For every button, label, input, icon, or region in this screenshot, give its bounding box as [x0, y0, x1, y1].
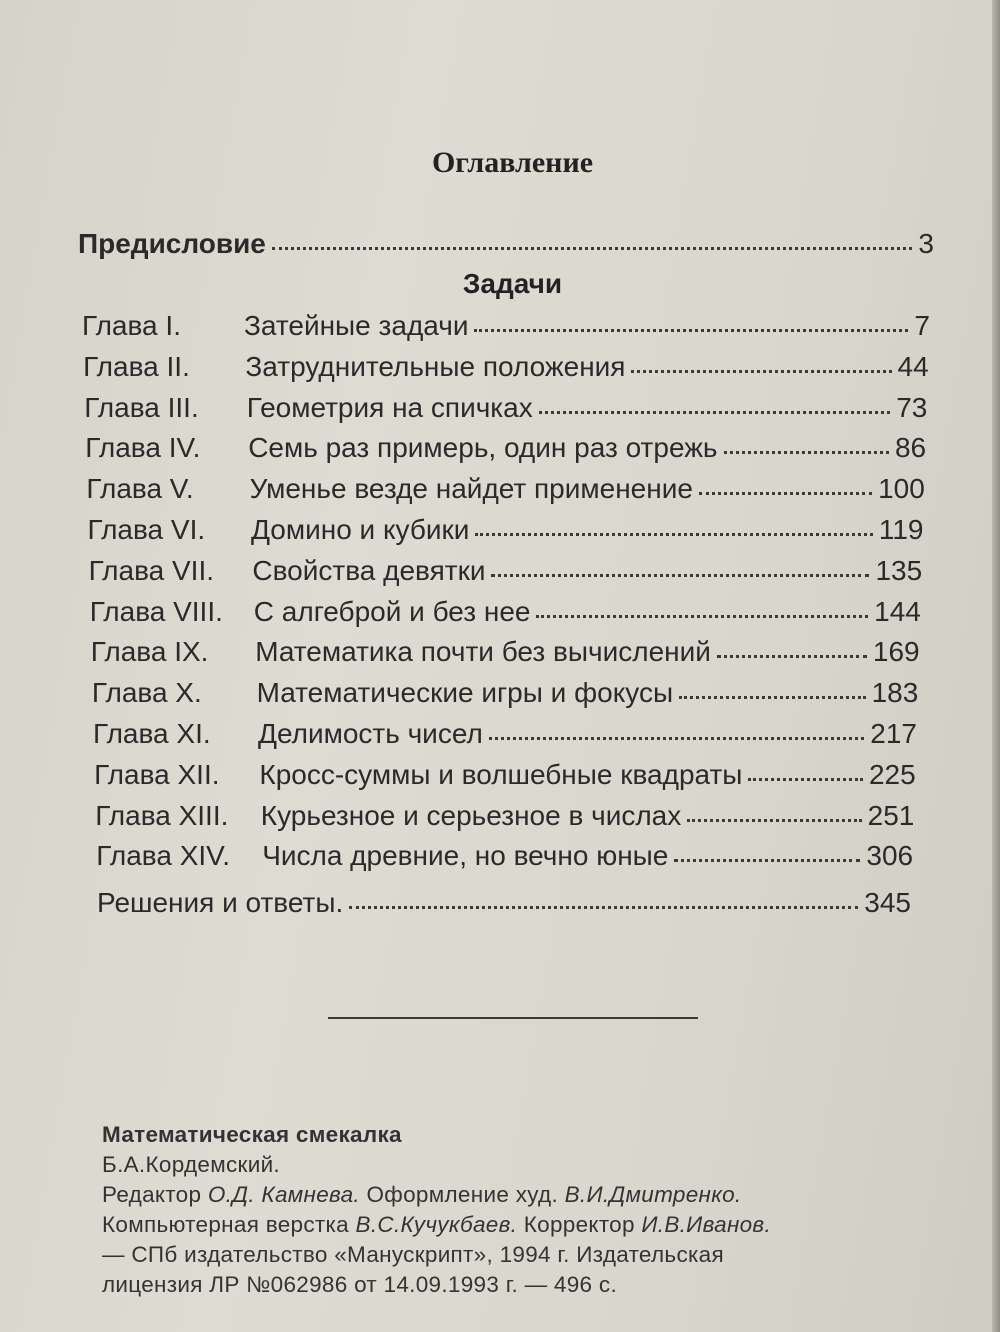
chapter-number: Глава XIII.	[95, 799, 229, 831]
chapter-title: Затейные задачи	[244, 310, 469, 341]
dot-leader	[536, 595, 868, 618]
chapter-title: Семь раз примерь, один раз отрежь	[248, 432, 718, 464]
dot-leader	[474, 309, 908, 332]
chapter-title: Геометрия на спичках	[246, 391, 533, 423]
page-edge	[992, 0, 1000, 1332]
imprint-corrector: И.В.Иванов.	[641, 1212, 772, 1237]
toc-chapter-row	[96, 840, 913, 872]
dot-leader	[539, 391, 890, 414]
toc-chapter-row	[93, 718, 917, 750]
chapter-title: Домино и кубики	[251, 514, 470, 545]
dot-leader	[489, 717, 864, 740]
section-heading: Задачи	[462, 268, 563, 299]
chapter-page: 73	[896, 391, 928, 423]
dot-leader	[349, 886, 858, 909]
chapter-title: С алгеброй и без нее	[253, 595, 531, 627]
imprint-corrector-label: Корректор	[523, 1212, 635, 1237]
chapter-title: Числа древние, но вечно юные	[262, 840, 669, 872]
chapter-number: Глава I.	[82, 310, 181, 341]
toc-chapter-row	[89, 555, 923, 587]
preface-page: 3	[918, 228, 934, 259]
chapter-page: 306	[866, 840, 914, 872]
toc-chapter-row	[86, 473, 924, 505]
dot-leader	[717, 635, 867, 658]
imprint-editor: О.Д. Камнева.	[207, 1182, 360, 1207]
solutions-page: 345	[864, 887, 911, 918]
chapter-title: Кросс-суммы и волшебные квадраты	[259, 758, 743, 790]
chapter-number: Глава VIII.	[89, 595, 223, 627]
dot-leader	[687, 799, 861, 822]
chapter-page: 225	[868, 758, 916, 790]
chapter-number: Глава VI.	[87, 514, 206, 545]
chapter-page: 251	[867, 799, 915, 831]
chapter-number: Глава XIV.	[96, 840, 231, 872]
dot-leader	[699, 472, 872, 495]
chapter-number: Глава V.	[86, 473, 194, 505]
chapter-number: Глава VII.	[88, 554, 215, 586]
imprint-block	[102, 1120, 932, 1300]
dot-leader	[631, 350, 891, 373]
dot-leader	[272, 227, 913, 250]
chapter-number: Глава II.	[83, 350, 190, 382]
chapter-page: 86	[894, 432, 927, 464]
imprint-publisher: — СПб издательство «Манускрипт», 1994 г. Издательская	[102, 1242, 724, 1267]
preface-label: Предисловие	[78, 228, 266, 259]
dot-leader	[674, 839, 860, 862]
toc-chapter-row	[94, 759, 916, 791]
chapter-title: Уменье везде найдет применение	[249, 473, 693, 505]
toc-chapter-row	[82, 310, 930, 342]
chapter-page: 44	[897, 350, 929, 382]
imprint-design-label: Оформление худ.	[366, 1182, 559, 1207]
chapter-page: 119	[878, 514, 924, 545]
chapter-number: Глава IX.	[90, 636, 209, 668]
toc-chapter-row	[84, 392, 927, 424]
dot-leader	[679, 676, 865, 699]
toc-title: Оглавление	[431, 146, 594, 179]
imprint-editor-label: Редактор	[102, 1182, 202, 1207]
chapter-page: 100	[878, 473, 925, 505]
chapter-page: 135	[875, 554, 923, 586]
dot-leader	[475, 513, 872, 536]
toc-chapter-row	[90, 596, 921, 628]
chapter-title: Свойства девятки	[252, 554, 486, 586]
imprint-author: Б.А.Кордемский.	[102, 1152, 280, 1177]
imprint-license: лицензия ЛР №062986 от 14.09.1993 г. — 496 с.	[102, 1272, 618, 1297]
chapter-page: 217	[870, 718, 917, 749]
chapter-title: Затруднительные положения	[245, 350, 626, 382]
divider-rule	[328, 1017, 698, 1019]
imprint-layout-label: Компьютерная верстка	[102, 1212, 349, 1237]
dot-leader	[724, 431, 889, 454]
chapter-number: Глава XII.	[94, 758, 220, 790]
toc-chapter-row	[88, 514, 924, 546]
chapter-number: Глава III.	[84, 391, 199, 423]
chapter-number: Глава IV.	[85, 432, 201, 464]
dot-leader	[491, 554, 869, 577]
chapter-title: Делимость чисел	[258, 718, 483, 749]
toc-chapter-row	[92, 677, 918, 709]
chapter-number: Глава X.	[91, 677, 202, 709]
dot-leader	[748, 758, 863, 781]
toc-chapter-row	[91, 636, 920, 668]
imprint-layout: В.С.Кучукбаев.	[355, 1212, 518, 1237]
toc-solutions-row	[97, 887, 911, 919]
imprint-designer: В.И.Дмитренко.	[564, 1182, 742, 1207]
chapter-page: 144	[874, 595, 921, 627]
chapter-title: Курьезное и серьезное в числах	[260, 799, 682, 831]
imprint-book-title: Математическая смекалка	[102, 1122, 402, 1147]
chapter-page: 183	[871, 677, 919, 709]
chapter-number: Глава XI.	[93, 718, 211, 749]
chapter-page: 7	[914, 310, 930, 341]
chapter-page: 169	[872, 636, 920, 668]
toc-chapter-row	[83, 351, 929, 383]
chapter-title: Математические игры и фокусы	[256, 677, 674, 709]
chapter-title: Математика почти без вычислений	[255, 636, 711, 668]
toc-preface-row	[78, 228, 934, 260]
solutions-label: Решения и ответы.	[97, 887, 344, 918]
toc-chapter-row	[85, 432, 926, 464]
toc-chapter-row	[95, 800, 914, 832]
